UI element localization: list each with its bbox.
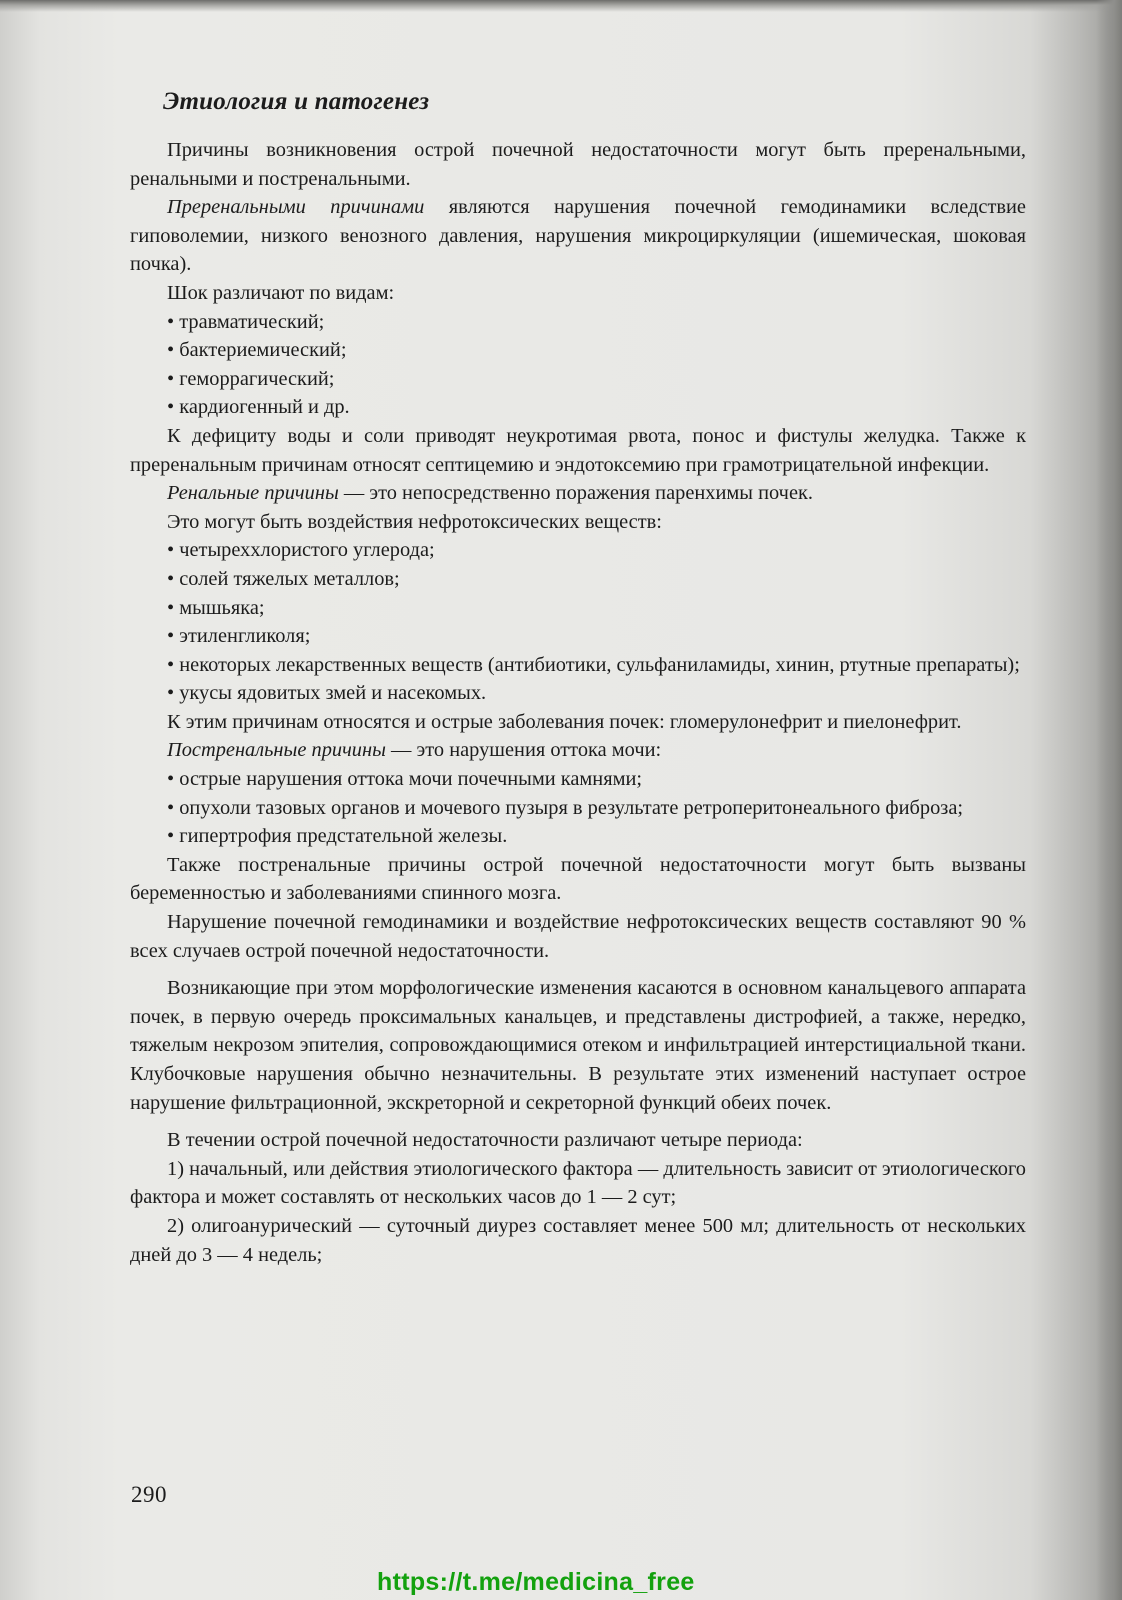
renal-item: • солей тяжелых металлов; [167,567,400,590]
paragraph-acute-diseases: К этим причинам относятся и острые заболевания почек: гломерулонефрит и пиелонефрит. [167,710,962,733]
renal-item: • этиленгликоля; [167,625,311,648]
paragraph-postrenal [130,736,1026,765]
paragraph-pregnancy: Также постренальные причины острой почечной недостаточности могут быть вызваны беременностью и заболеваниями спинного мозга. [130,853,1026,905]
renal-item: • четыреххлористого углерода; [167,539,435,562]
watermark-link: https://t.me/medicina_free [377,1568,695,1596]
postrenal-item: • опухоли тазовых органов и мочевого пузыря в результате ретроперитонеального фиброза; [167,796,964,819]
period-item: 2) олигоанурический — суточный диурез составляет менее 500 мл; длительность от нескольких дней до 3 — 4 недель; [130,1214,1026,1266]
paragraph-morphology: Возникающие при этом морфологические изменения касаются в основном канальцевого аппарата почек, в первую очередь проксимальных канальцев, и представлены дистрофией, а также, нередко, тяжелым некрозом эпителия, сопровождающимися отеком и инфильтрацией интерстициальной ткани. Клубочковые нарушения обычно незначительны. В результате этих изменений наступает острое нарушение фильтрационной, экскреторной и секреторной функций обеих почек. [130,977,1026,1114]
period-item: 1) начальный, или действия этиологического фактора — длительность зависит от этиологического фактора и может составлять от нескольких часов до 1 — 2 сут; [130,1157,1026,1209]
renal-intro: Это могут быть воздействия нефротоксических веществ: [167,510,662,533]
main-text [130,88,1026,1269]
renal-item: • укусы ядовитых змей и насекомых. [167,682,487,705]
postrenal-item: • гипертрофия предстательной железы. [167,825,508,848]
prerenal-text: являются нарушения почечной гемодинамики вследствие гиповолемии, низкого венозного давления, нарушения микроциркуляции (ишемическая, шоковая почка). [130,196,1026,276]
section-heading: Этиология и патогенез [163,88,430,115]
renal-item: • некоторых лекарственных веществ (антибиотики, сульфаниламиды, хинин, ртутные препараты); [167,653,1020,676]
paragraph-causes: Причины возникновения острой почечной недостаточности могут быть преренальными, ренальными и постренальными. [130,139,1026,190]
binding-shadow [1096,0,1122,1600]
shock-item: • травматический; [167,310,325,333]
top-edge-shadow [0,0,1122,12]
page-number: 290 [131,1482,167,1507]
prerenal-lead: Преренальными причинами [167,196,425,219]
renal-item: • мышьяка; [167,596,265,619]
paragraph-prerenal [130,193,1026,279]
shock-item: • бактериемический; [167,339,347,362]
paragraph-ninety-percent: Нарушение почечной гемодинамики и воздействие нефротоксических веществ составляют 90 % всех случаев острой почечной недостаточности. [130,911,1026,962]
periods-intro: В течении острой почечной недостаточности различают четыре периода: [167,1129,803,1152]
shock-item: • геморрагический; [167,367,335,390]
postrenal-lead: Постренальные причины [167,739,386,762]
paragraph-water-deficit: К дефициту воды и соли приводят неукротимая рвота, понос и фистулы желудка. Также к преренальным причинам относят септицемию и эндотоксемию при грамотрицательной инфекции. [130,424,1026,476]
postrenal-item: • острые нарушения оттока мочи почечными камнями; [167,768,643,791]
shock-item: • кардиогенный и др. [167,396,350,419]
renal-text: — это непосредственно поражения паренхимы почек. [338,482,813,505]
postrenal-text: — это нарушения оттока мочи: [385,739,662,762]
paragraph-renal [130,479,1026,508]
shock-intro: Шок различают по видам: [167,281,395,304]
renal-lead: Ренальные причины [167,482,339,505]
